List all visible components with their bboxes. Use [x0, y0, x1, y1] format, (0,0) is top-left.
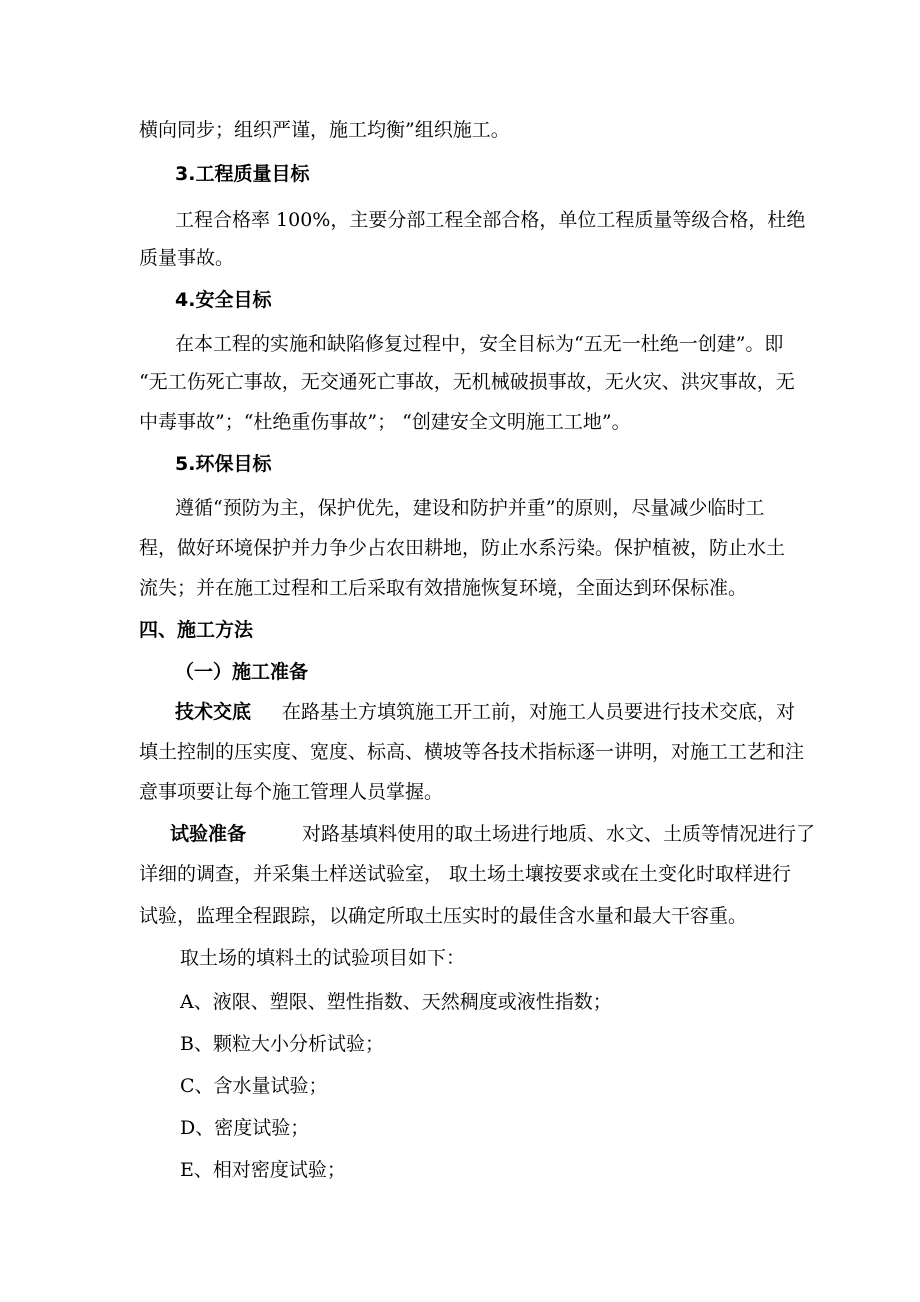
text-line: 工程合格率 100%，主要分部工程全部合格，单位工程质量等级合格，杜绝	[175, 209, 806, 231]
text-line: 程，做好环境保护并力争少占农田耕地，防止水系污染。保护植被，防止水土	[139, 537, 786, 559]
heading-env-target	[0, 444, 920, 484]
paragraph-line	[0, 362, 920, 402]
text-line: 流失；并在施工过程和工后采取有效措施恢复环境，全面达到环保标准。	[139, 577, 748, 599]
text-line: “无工伤死亡事故，无交通死亡事故，无机械破损事故，无火灾、洪灾事故，无	[139, 371, 795, 393]
text-line: 详细的调查，并采集土样送试验室， 取土场土壤按要求或在土变化时取样进行	[139, 863, 792, 885]
heading-safety-target	[0, 280, 920, 320]
text-line: E、相对密度试验；	[180, 1159, 346, 1181]
heading-quality-target	[0, 154, 920, 194]
paragraph-line	[0, 324, 920, 364]
text-line: 在本工程的实施和缺陷修复过程中，安全目标为“五无一杜绝一创建”。即	[175, 333, 784, 355]
paragraph-line	[0, 488, 920, 528]
list-item	[0, 982, 920, 1022]
paragraph-line	[0, 110, 920, 150]
paragraph-line	[0, 200, 920, 240]
paragraph-line	[0, 772, 920, 812]
paragraph-line	[0, 896, 920, 936]
paragraph-line	[0, 854, 920, 894]
paragraph-line	[0, 732, 920, 772]
list-item	[0, 1108, 920, 1148]
paragraph-line	[0, 402, 920, 442]
list-item	[0, 1066, 920, 1106]
list-item	[0, 1024, 920, 1064]
run-in-title: 试验准备	[170, 823, 247, 845]
heading-construction-prep	[0, 652, 920, 692]
heading-construction-method	[0, 610, 920, 650]
heading-text: （一）施工准备	[175, 661, 309, 683]
heading-text: 四、施工方法	[139, 619, 254, 641]
heading-text: 4.安全目标	[175, 289, 272, 311]
paragraph-line	[0, 692, 920, 732]
text-line: 质量事故。	[139, 247, 235, 269]
text-line: 意事项要让每个施工管理人员掌握。	[139, 781, 444, 803]
paragraph-line	[0, 814, 920, 854]
text-line: 对路基填料使用的取土场进行地质、水文、土质等情况进行了	[302, 823, 816, 845]
text-line: 取土场的填料土的试验项目如下：	[180, 947, 466, 969]
text-line: 在路基土方填筑施工开工前，对施工人员要进行技术交底，对	[282, 701, 796, 723]
text-line: C、含水量试验；	[180, 1075, 328, 1097]
text-line: 填土控制的压实度、宽度、标高、横坡等各技术指标逐一讲明，对施工工艺和注	[139, 741, 805, 763]
text-line: B、颗粒大小分析试验；	[180, 1033, 384, 1055]
text-line: 试验，监理全程跟踪，以确定所取土压实时的最佳含水量和最大干容重。	[139, 905, 748, 927]
paragraph-line	[0, 238, 920, 278]
heading-text: 3.工程质量目标	[175, 163, 310, 185]
heading-text: 5.环保目标	[175, 453, 272, 475]
list-item	[0, 1150, 920, 1190]
paragraph-line	[0, 938, 920, 978]
text-line: 遵循“预防为主，保护优先，建设和防护并重”的原则，尽量减少临时工	[175, 497, 765, 519]
text-line: 中毒事故”；“杜绝重伤事故”； “创建安全文明施工工地”。	[139, 411, 631, 433]
text-line: A、液限、塑限、塑性指数、天然稠度或液性指数；	[180, 991, 612, 1013]
text-line: 横向同步；组织严谨，施工均衡”组织施工。	[139, 119, 510, 141]
paragraph-line	[0, 528, 920, 568]
paragraph-line	[0, 568, 920, 608]
text-line: D、密度试验；	[180, 1117, 310, 1139]
run-in-title: 技术交底	[175, 701, 252, 723]
